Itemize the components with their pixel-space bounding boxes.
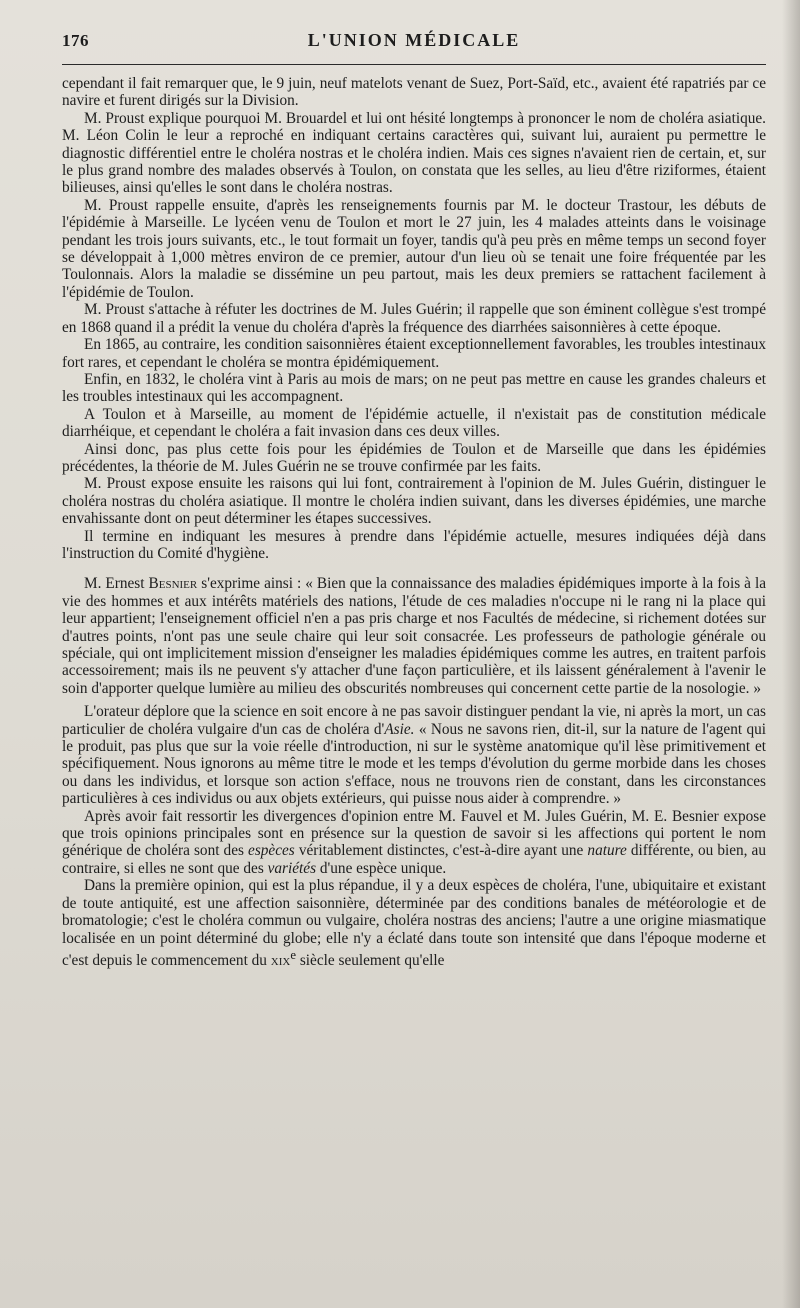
speaker-surname: Besnier — [148, 575, 198, 593]
emphasis-nature: nature — [587, 842, 627, 860]
paragraph: M. Proust s'attache à réfuter les doctrines de M. Jules Guérin; il rappelle que son éminent collègue s'est trompé en 1868 quand il a prédit la venue du choléra d'après la fréquence des diarrhées saisonnières à cette époque. — [62, 301, 766, 336]
paragraph: A Toulon et à Marseille, au moment de l'épidémie actuelle, il n'existait pas de constitution médicale diarrhéique, et cependant le choléra a fait invasion dans ces deux villes. — [62, 405, 766, 441]
paragraph-text: s'exprime ainsi : « Bien que la connaissance des maladies épidémiques importe à la fois à la vie des hommes et aux intérêts matériels des nations, l'étude de ces maladies n'occupe ni le rang ni la place qui leur appartient; l'enseignement officiel n'en a pas pris charge et nos Facultés de médecine, si richement dotées sur d'autres points, n'ont pas une seule chaire qui leur soit consacrée. Les professeurs de pathologie générale ou spéciale, qui ont implicitement mission d'enseigner les maladies épidémiques comme les autres, en traitent parfois accessoirement; mais ils ne peuvent s'y attacher d'une façon particulière, et ils laissent généralement à l'avenir le soin d'apporter quelque lumière au milieu des obscurités nombreuses qui concernent cette partie de la nosologie. » — [62, 575, 766, 697]
speaker-prefix: M. Ernest — [84, 575, 149, 593]
century-numeral: xix — [270, 952, 291, 969]
emphasis-especes: espèces — [248, 842, 295, 860]
paragraph-text: véritablement distinctes, c'est-à-dire ayant une — [294, 842, 588, 860]
paragraph-text: siècle seulement qu'elle — [296, 952, 445, 969]
paragraph-text: L'orateur déplore que la science en soit encore à ne pas savoir distinguer pendant la vie, ni après la mort, un cas particulier de choléra vulgaire d'un cas de choléra d' — [62, 703, 766, 738]
emphasis-varietes: variétés — [267, 859, 317, 877]
century-superscript: e — [290, 947, 297, 962]
paragraph: Ainsi donc, pas plus cette fois pour les épidémies de Toulon et de Marseille que dans les épidémies précédentes, la théorie de M. Jules Guérin ne se trouve confirmée par les faits. — [62, 440, 766, 475]
body-text — [62, 75, 766, 969]
paragraph — [62, 877, 766, 969]
paragraph — [62, 703, 766, 807]
paragraph-text: d'une espèce unique. — [316, 859, 447, 877]
paragraph: M. Proust expose ensuite les raisons qui lui font, contrairement à l'opinion de M. Jules Guérin, distinguer le choléra nostras du choléra asiatique. Il montre le choléra indien suivant, dans les diverses épidémies, une marche envahissante dont on peut déterminer les étapes successives. — [62, 475, 766, 528]
paragraph: cependant il fait remarquer que, le 9 juin, neuf matelots venant de Suez, Port-Saïd, etc., avaient été rapatriés par ce navire et furent dirigés sur la Division. — [62, 75, 766, 110]
paragraph — [62, 575, 766, 697]
page-header — [62, 30, 766, 60]
paragraph: En 1865, au contraire, les condition saisonnières étaient exceptionnellement favorables, les troubles intestinaux fort rares, et cependant le choléra se montra épidémiquement. — [62, 336, 766, 371]
quote-text: « Nous ne savons rien, dit-il, sur la nature de l'agent qui le produit, pas plus que sur la voie réelle d'introduction, ni sur le système anatomique qu'il lèse primitivement et spécifiquement. Nous ignorons au même titre le mode et les temps d'évolution du germe morbide dans les choses ou dans les individus, et lorsque son action s'efface, nous ne trouvons rien de constant, dans les circonstances particulières à ces individus ou aux objets extérieurs, qui puisse nous aider à comprendre. » — [62, 720, 766, 808]
paragraph: M. Proust explique pourquoi M. Brouardel et lui ont hésité longtemps à prononcer le nom de choléra asiatique. M. Léon Colin le leur a reproché en indiquant certains caractères qui, suivant lui, auraient pu permettre le diagnostic différentiel entre le choléra nostras et le choléra indien. Mais ces signes n'avaient rien de certain, et, sur le plus grand nombre des malades observés à Toulon, on constata que les selles, au lieu d'être riziformes, étaient bilieuses, ainsi qu'elles le sont dans le choléra nostras. — [62, 109, 766, 197]
header-rule — [62, 64, 766, 65]
paragraph: Il termine en indiquant les mesures à prendre dans l'épidémie actuelle, mesures indiquées déjà dans l'instruction du Comité d'hygiène. — [62, 527, 766, 562]
paragraph: Enfin, en 1832, le choléra vint à Paris au mois de mars; on ne peut pas mettre en cause les grandes chaleurs et les troubles intestinaux qui les accompagnent. — [62, 370, 766, 406]
running-title: L'UNION MÉDICALE — [307, 30, 521, 50]
paragraph: M. Proust rappelle ensuite, d'après les renseignements fournis par M. le docteur Trastour, les débuts de l'épidémie à Marseille. Le lycéen venu de Toulon et mort le 27 juin, les 4 malades atteints dans le voisinage pendant les trois jours suivants, etc., le tout formait un foyer, tandis qu'à peu près en même temps un second foyer se développait à 1,000 mètres environ de ce premier, autour d'un lieu où se tenait une foire fréquentée par les Toulonnais. Alors la maladie se dissémine un peu partout, mais les deux premiers se rattachent facilement à l'épidémie de Toulon. — [62, 196, 766, 301]
paragraph-text: différente, ou bien, au contraire, si elles ne sont que des — [62, 842, 766, 877]
paragraph — [62, 808, 766, 878]
page-number: 176 — [62, 31, 89, 50]
paragraph-text: Dans la première opinion, qui est la plus répandue, il y a deux espèces de choléra, l'une, ubiquitaire et existant de toute antiquité, est une affection saisonnière, déterminée par des conditions banales de météorologie et de bromatologie; c'est le choléra commun ou vulgaire, choléra nostras des anciens; l'autre a une origine miasmatique localisée en un point déterminé du globe; elle n'y a éclaté dans toute son intensité que dans l'époque moderne et c'est depuis le commencement du — [62, 877, 766, 969]
paragraph-text: Après avoir fait ressortir les divergences d'opinion entre M. Fauvel et M. Jules Guérin, M. E. Besnier expose que trois opinions principales sont en présence sur la question de savoir si les affections qui portent le nom générique de choléra sont des — [62, 807, 766, 860]
emphasis-asie: Asie. — [384, 720, 415, 738]
